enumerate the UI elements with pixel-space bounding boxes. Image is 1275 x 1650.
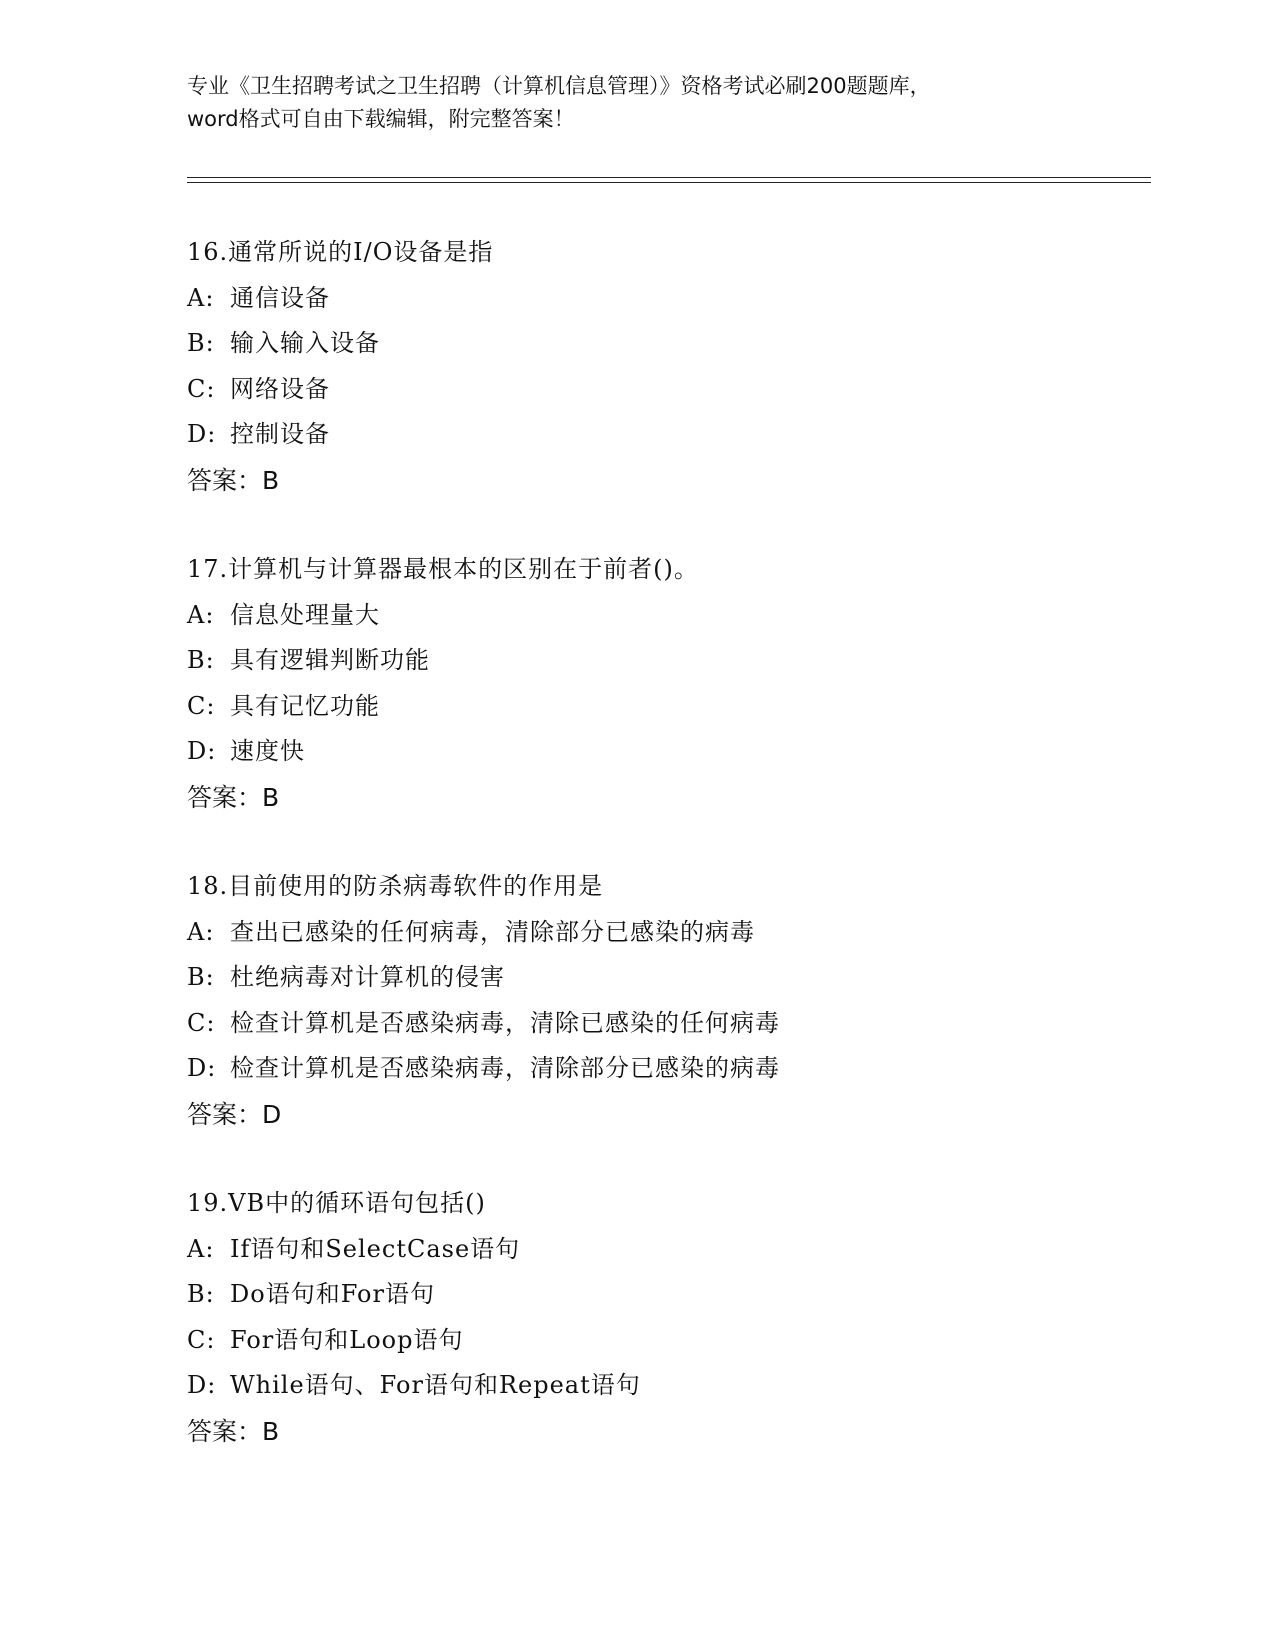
option-letter: D:	[187, 1054, 217, 1082]
option-a	[187, 593, 1187, 639]
question-19	[187, 1181, 1187, 1454]
option-text: 查出已感染的任何病毒，清除部分已感染的病毒	[230, 917, 755, 946]
question-title: 16.通常所说的I/O设备是指	[187, 238, 494, 266]
option-letter: C:	[187, 374, 216, 403]
option-b	[187, 638, 1187, 684]
option-text: 杜绝病毒对计算机的侵害	[230, 963, 505, 991]
option-text: 控制设备	[230, 420, 330, 448]
option-letter: D:	[187, 737, 217, 765]
option-text: 速度快	[230, 737, 305, 765]
question-title: 17.计算机与计算器最根本的区别在于前者()。	[187, 555, 699, 583]
option-text: For语句和Loop语句	[230, 1325, 464, 1354]
option-d	[187, 1046, 1187, 1092]
option-text: 信息处理量大	[230, 600, 380, 629]
option-b	[187, 1272, 1187, 1318]
option-letter: D:	[187, 1371, 217, 1399]
option-d	[187, 729, 1187, 775]
answer-line: 答案：B	[187, 1416, 280, 1446]
header-line-1: 专业《卫生招聘考试之卫生招聘（计算机信息管理）》资格考试必刷200题题库，	[187, 74, 931, 98]
option-text: 检查计算机是否感染病毒，清除已感染的任何病毒	[230, 1008, 780, 1037]
header-line-2: word格式可自由下载编辑，附完整答案！	[187, 107, 575, 131]
answer-line: 答案：B	[187, 782, 280, 812]
option-text: 网络设备	[230, 374, 330, 403]
option-c	[187, 1318, 1187, 1364]
option-b	[187, 321, 1187, 367]
option-letter: A:	[187, 1234, 215, 1263]
answer-line: 答案：B	[187, 465, 280, 495]
document-header	[187, 70, 1087, 136]
answer-line: 答案：D	[187, 1099, 282, 1129]
option-d	[187, 1363, 1187, 1409]
option-d	[187, 412, 1187, 458]
option-a	[187, 910, 1187, 956]
header-divider-bottom	[187, 182, 1151, 183]
option-letter: A:	[187, 917, 215, 946]
question-16	[187, 230, 1187, 503]
question-title: 19.VB中的循环语句包括()	[187, 1189, 486, 1217]
option-c	[187, 1001, 1187, 1047]
option-text: Do语句和For语句	[230, 1280, 435, 1308]
option-letter: C:	[187, 691, 216, 720]
option-c	[187, 684, 1187, 730]
option-letter: B:	[187, 646, 215, 674]
option-c	[187, 367, 1187, 413]
option-letter: D:	[187, 420, 217, 448]
option-text: 具有逻辑判断功能	[230, 646, 430, 674]
header-divider-top	[187, 177, 1151, 178]
option-text: If语句和SelectCase语句	[230, 1234, 521, 1263]
option-letter: B:	[187, 963, 215, 991]
option-letter: B:	[187, 329, 215, 357]
option-text: 通信设备	[230, 283, 330, 312]
question-title: 18.目前使用的防杀病毒软件的作用是	[187, 872, 604, 900]
option-a	[187, 1227, 1187, 1273]
option-a	[187, 276, 1187, 322]
option-letter: B:	[187, 1280, 215, 1308]
question-18	[187, 864, 1187, 1137]
option-text: 输入输入设备	[230, 329, 380, 357]
option-text: 检查计算机是否感染病毒，清除部分已感染的病毒	[230, 1054, 780, 1082]
option-text: 具有记忆功能	[230, 691, 380, 720]
option-letter: A:	[187, 283, 215, 312]
question-17	[187, 547, 1187, 820]
option-letter: A:	[187, 600, 215, 629]
option-b	[187, 955, 1187, 1001]
option-letter: C:	[187, 1325, 216, 1354]
option-text: While语句、For语句和Repeat语句	[230, 1371, 641, 1399]
option-letter: C:	[187, 1008, 216, 1037]
